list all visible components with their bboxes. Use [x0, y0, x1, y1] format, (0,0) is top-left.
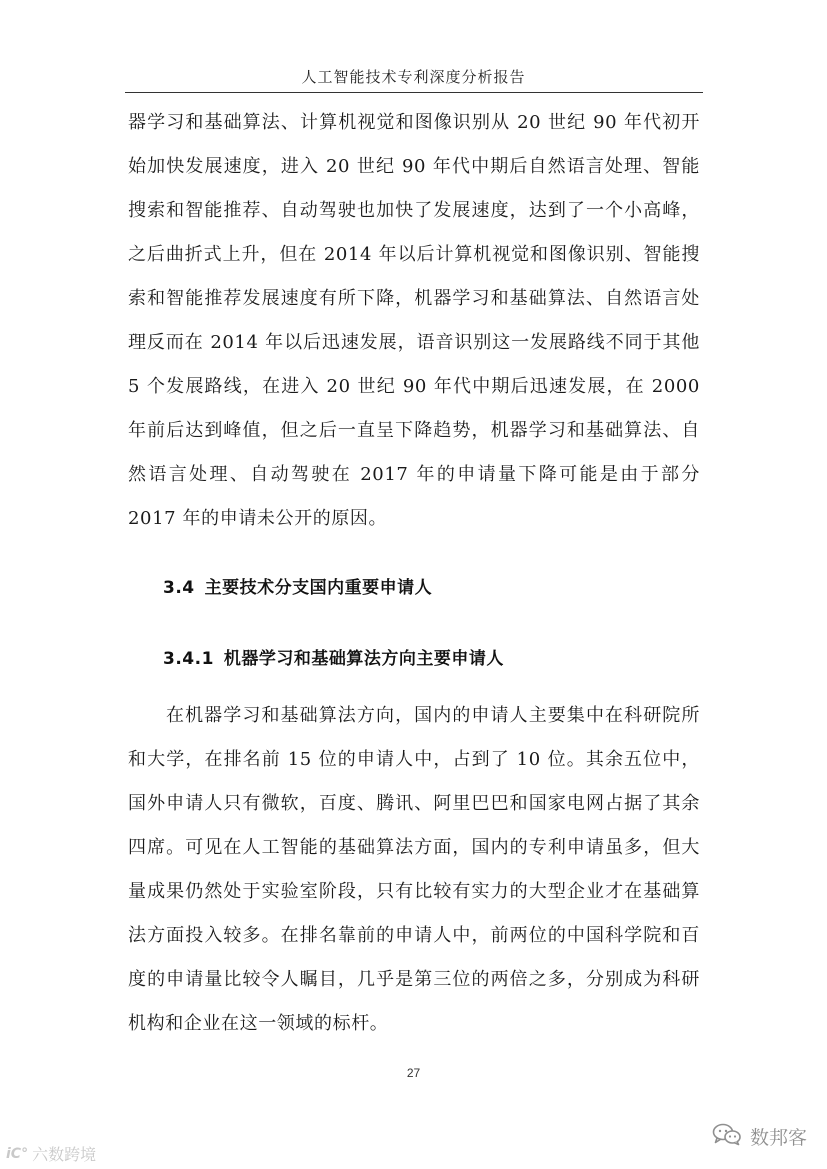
watermark-left — [6, 1142, 96, 1165]
watermark-logo: iC° — [6, 1145, 29, 1162]
watermark-right — [712, 1122, 807, 1151]
subsection-number: 3.4.1 — [163, 649, 214, 669]
watermark-left-text: 六数跨境 — [32, 1145, 97, 1164]
section-number: 3.4 — [163, 578, 195, 598]
page-header-title: 人工智能技术专利深度分析报告 — [301, 68, 526, 86]
body-paragraph-2: 在机器学习和基础算法方向，国内的申请人主要集中在科研院所和大学，在排名前 15 位的申请人中，占到了 10 位。其余五位中，国外申请人只有微软，百度、腾讯、阿里巴巴和国家电网占据了其余四席。可见在人工智能的基础算法方面，国内的专利申请虽多，但大量成果仍然处于实验室阶段，只有比较有实力的大型企业才在基础算法方面投入较多。在排名靠前的申请人中，前两位的中国科学院和百度的申请量比较令人瞩目，几乎是第三位的两倍之多，分别成为科研机构和企业在这一领域的标杆。 — [128, 705, 700, 1034]
subsection-heading — [163, 644, 504, 669]
body-paragraph-1: 器学习和基础算法、计算机视觉和图像识别从 20 世纪 90 年代初开始加快发展速度，进入 20 世纪 90 年代中期后自然语言处理、智能搜索和智能推荐、自动驾驶也加快了发展速度，达到了一个小高峰，之后曲折式上升，但在 2014 年以后计算机视觉和图像识别、智能搜索和智能推荐发展速度有所下降，机器学习和基础算法、自然语言处理反而在 2014 年以后迅速发展，语音识别这一发展路线不同于其他 5 个发展路线，在进入 20 世纪 90 年代中期后迅速发展，在 2000 年前后达到峰值，但之后一直呈下降趋势，机器学习和基础算法、自然语言处理、自动驾驶在 2017 年的申请量下降可能是由于部分 2017 年的申请未公开的原因。 — [128, 112, 700, 529]
subsection-title: 机器学习和基础算法方向主要申请人 — [223, 649, 504, 669]
header-divider — [125, 92, 703, 93]
section-title: 主要技术分支国内重要申请人 — [204, 578, 433, 598]
section-heading — [163, 573, 432, 598]
page-number: 27 — [406, 1066, 421, 1080]
wechat-icon — [712, 1122, 742, 1151]
watermark-right-text: 数邦客 — [749, 1127, 807, 1149]
